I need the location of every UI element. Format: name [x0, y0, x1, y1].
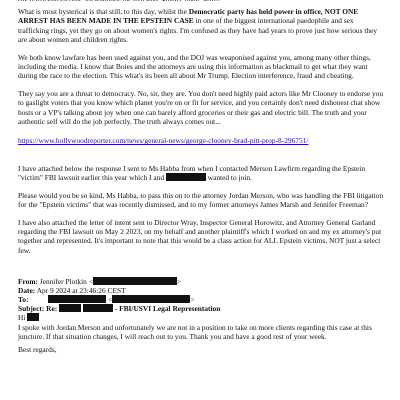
top-cut-line	[18, 0, 386, 1]
redaction-box	[48, 295, 106, 303]
paragraph-lawfare: We both know lawfare has been used against you, and the DOJ was weaponised against you, among many other things, including the media. I know that Boies and the attorneys are using this information as blackmail to get what they want during the race to the election. This what's its been all about Mr Trump. Election interference, fraud and cheating.	[18, 52, 371, 81]
email-from-row: From: Jennifer Plotkin < >	[18, 277, 182, 287]
redaction-box	[27, 313, 39, 321]
reply-body: I spoke with Jordan Merson and unfortunately we are not in a position to take on more clients regarding this case at this juncture. If that situation changes, I will reach out to you. Thank you and have a good rest of your week.	[18, 322, 372, 341]
redaction-box	[93, 277, 177, 285]
email-date-row: Date: Apr 9 2024 at 23:46:26 CEST	[18, 286, 126, 296]
email-from-value: Jennifer Plotkin <	[39, 277, 93, 287]
top-fragment-text	[18, 0, 220, 1]
email-subject-row: Subject: Re: - FBI/USVI Legal Representation	[18, 304, 221, 314]
email-subject-suffix: - FBI/USVI Legal Representation	[112, 304, 221, 314]
para4-end: wanted to join.	[207, 173, 252, 183]
reply-greeting: Hi	[18, 313, 386, 322]
reply-signoff: Best regards,	[18, 345, 57, 355]
paragraph-pass-on: Please would you be so kind, Ms Habba, to pass this on to the attorney Jordan Merson, who was handling the FBI litigation for the "Epstein victims" that was recently dismissed, and to my former attorneys James Marsh and Jennifer Freeman?	[18, 190, 384, 210]
para1-bold: Democratic party has held power in office, NOT ONE ARREST HAS BEEN MADE IN THE EPSTEIN CASE	[18, 7, 359, 26]
redaction-box	[112, 295, 190, 303]
hollywood-reporter-link[interactable]: https://www.hollywoodreporter.com/news/general-news/george-clooney-brad-pitt-prop-8-296751/	[18, 136, 309, 146]
email-date-value: Apr 9 2024 at 23:46:26 CEST	[36, 286, 126, 296]
paragraph-democratic-party	[18, 7, 386, 45]
redaction-box	[166, 173, 206, 181]
para4-text: I have attached below the response I sent to Ms Habba from when I contacted Merson Lawfirm regarding the Epstein "victim" FBI lawsuit earlier this year which I and	[18, 163, 366, 183]
paragraph-attached-response	[18, 164, 386, 183]
redaction-box	[59, 304, 81, 312]
para1-end: in one of the biggest international paedophile and sex trafficking rings, yet they go on about women's rights. I'm confused as they have had years to prove just how serious they are about women and children rights.	[18, 16, 378, 45]
paragraph-letter-of-intent: I have also attached the letter of intent sent to Director Wray, Inspector General Horowitz, and Attorney General Garland regarding the FBI lawsuit on May 2 2023, on my behalf and another plaintiff's which I worked on and my ex attorney's put together and represented. It's important to note that this would be a class action for ALL Epstein victims, NOT just a select few.	[18, 217, 382, 255]
paragraph-threat-to-democracy: They say you are a threat to democracy. No, sir, they are. You don't need highly paid actors like Mr Clooney to endorse you to gaslight voters that you know which planet you're on or fit for service, and you certainly don't need dishonest chat show hosts or a VP's talking about joy when one can barely afford groceries or their gas and electric bill. The truth and your authentic self will do the job perfectly. The truth always comes out...	[18, 88, 384, 127]
redaction-box	[83, 304, 113, 312]
email-to-row: To: < >	[18, 295, 195, 305]
para1-start: What is most hysterical is that still, to this day, whilst the	[18, 7, 189, 16]
email-header	[18, 277, 386, 313]
